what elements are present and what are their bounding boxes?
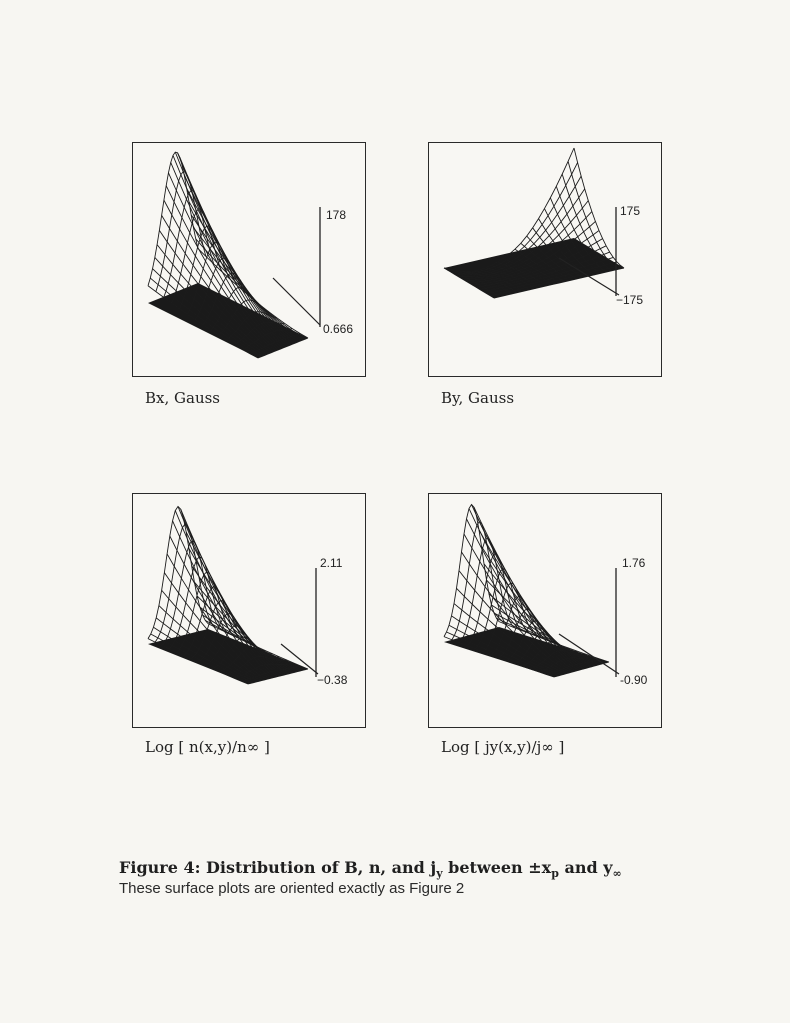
surface-plot-logn [133,494,366,728]
z-max-label: 178 [326,208,347,222]
plot-panel-bx [132,142,366,377]
plot-panel-logj [428,493,662,728]
figure-title-mid: between ±x [442,858,552,877]
caption-logj: Log [ jy(x,y)/j∞ ] [441,738,565,756]
surface-plot-by [429,143,662,377]
x-axis [273,278,320,325]
surface-base [148,283,308,358]
caption-logn: Log [ n(x,y)/n∞ ] [145,738,270,756]
z-max-label: 2.11 [320,556,343,570]
caption-bx: Bx, Gauss [145,389,220,407]
figure-subtitle: These surface plots are oriented exactly as Figure 2 [119,880,465,897]
surface-plot-bx [133,143,366,377]
figure-title-and: and y [558,858,613,877]
figure-title-sub-inf: ∞ [612,867,622,881]
figure-title-main: Figure 4: Distribution of B, n, and j [119,858,437,877]
surface-mesh [148,152,308,358]
z-min-label: 0.666 [323,322,354,336]
surface-plot-logj [429,494,662,728]
z-min-label: -0.90 [620,673,648,687]
z-max-label: 175 [620,204,641,218]
surface-mesh [444,148,624,298]
caption-by: By, Gauss [441,389,515,407]
figure-title [119,858,622,880]
figure-title-sub-y: y [436,867,443,881]
mesh-line [148,152,198,286]
plot-panel-by [428,142,662,377]
plot-panel-logn [132,493,366,728]
z-max-label: 1.76 [622,556,646,570]
surface-mesh [148,507,308,685]
z-min-label: −0.38 [317,673,348,687]
z-min-label: −175 [616,293,644,307]
figure-title-sub-p: p [551,867,559,881]
